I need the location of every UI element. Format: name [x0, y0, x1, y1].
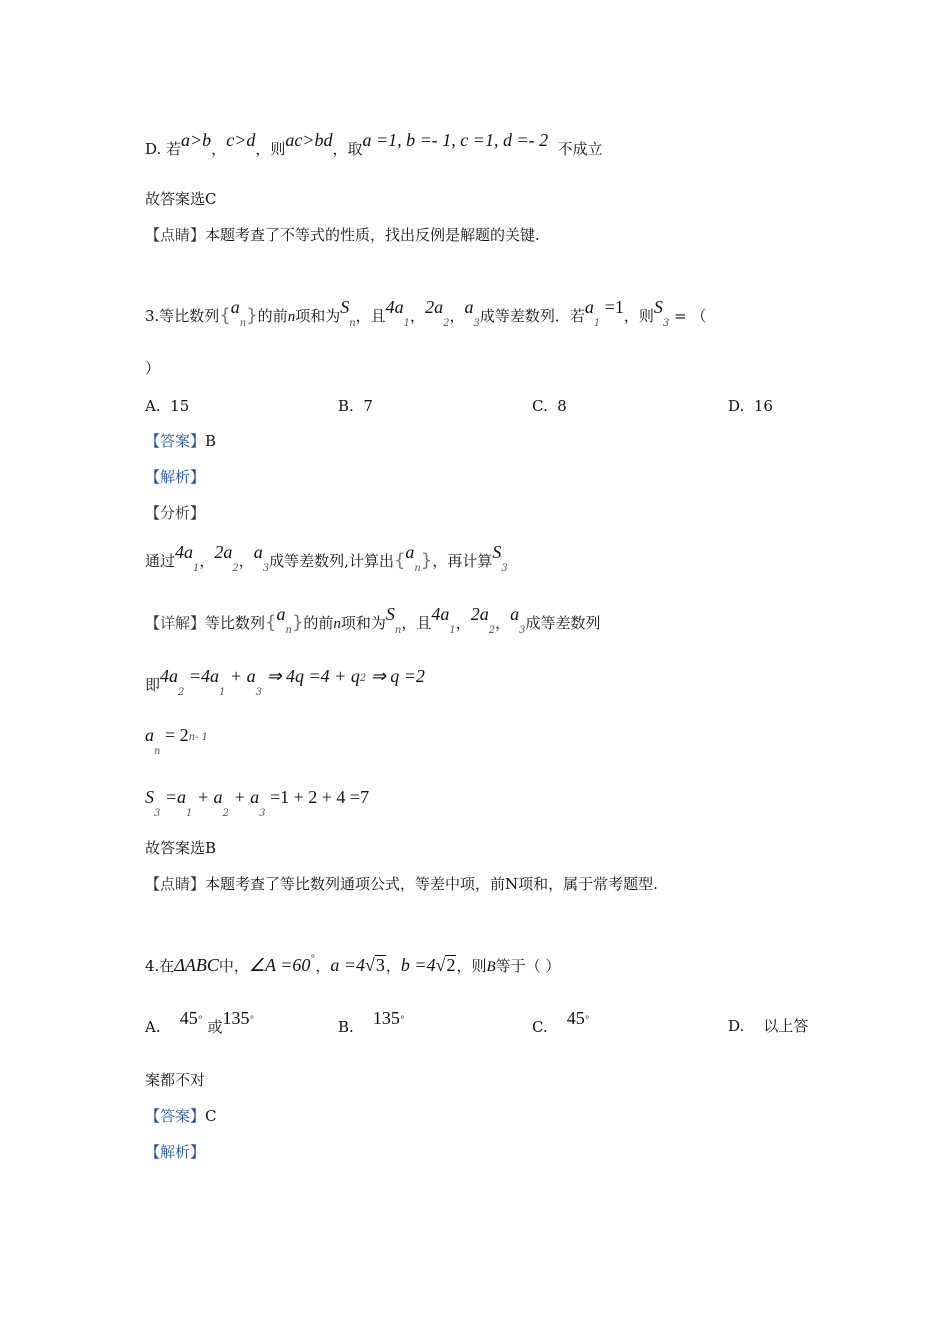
math-term: 2a — [425, 297, 444, 317]
math-sub: 3 — [519, 625, 526, 636]
math-triangle: ΔABC — [174, 955, 219, 975]
text: 通过 — [145, 552, 176, 570]
math-sub: 3 — [501, 563, 508, 574]
math-term: a — [253, 542, 263, 562]
text: 项和为 — [295, 307, 341, 325]
q3-options — [145, 396, 845, 416]
review-tag: 【点睛】 — [145, 226, 206, 244]
math-sub: 1 — [186, 808, 193, 819]
math-sub: 1 — [193, 563, 200, 574]
math: ⇒ q =2 — [366, 666, 425, 686]
question-3-close: ） — [145, 359, 161, 377]
step-1 — [145, 666, 425, 698]
text: 的前 — [257, 307, 288, 325]
text: 中， — [218, 957, 249, 975]
question-3 — [145, 297, 707, 329]
sqrt-sign: √ — [365, 955, 375, 975]
separator: ， — [238, 552, 254, 570]
math-S: S — [653, 297, 663, 317]
text: 成等差数列,计算出 — [269, 552, 394, 570]
text: ，且 — [401, 614, 432, 632]
text: 成等差数列 — [525, 614, 601, 632]
math: 4a — [160, 666, 179, 686]
sqrt-radicand: 2 — [446, 955, 456, 975]
answer-line-q4 — [145, 1106, 217, 1126]
brace-open: { — [393, 550, 406, 571]
review-text: 本题考查了不等式的性质，找出反例是解题的关键. — [205, 226, 540, 244]
separator: ， — [385, 957, 401, 975]
math: a =4 — [330, 955, 366, 975]
separator: ， — [455, 614, 471, 632]
math: + a — [225, 666, 256, 686]
math: S — [145, 787, 154, 807]
math-sub: n — [349, 318, 356, 329]
q4-options — [145, 1008, 845, 1038]
separator: ， — [495, 614, 511, 632]
math-S: S — [385, 604, 395, 624]
math-sub: 3 — [473, 318, 480, 329]
text: ，且 — [355, 307, 386, 325]
q3-option-d[interactable] — [728, 396, 773, 416]
math-term: a — [584, 297, 594, 317]
sqrt-sign: √ — [435, 955, 446, 975]
q4-option-d-continued: 案都不对 — [145, 1071, 206, 1089]
answer-value: B — [205, 432, 217, 450]
option-label: B. — [338, 397, 354, 415]
answer-value: C — [205, 1107, 217, 1125]
math: =a — [160, 787, 187, 807]
math-condition-1: a>b — [181, 130, 212, 150]
text: ，则 — [456, 957, 487, 975]
math-seq: a — [230, 297, 240, 317]
text: 等于（ ） — [495, 957, 561, 975]
text: = （ — [669, 307, 707, 325]
math: + a — [192, 787, 223, 807]
brace-open: { — [219, 305, 231, 326]
fenxi-line — [145, 542, 508, 574]
math-sub: 2 — [232, 563, 239, 574]
math-n: n — [287, 309, 296, 325]
analysis-tag-q4: 【解析】 — [145, 1143, 206, 1161]
math-sub: 3 — [662, 318, 670, 329]
separator: ， — [199, 552, 215, 570]
math-sup: 2 — [359, 673, 367, 684]
fenxi-tag: 【分析】 — [145, 504, 206, 522]
math-sub: n — [285, 625, 292, 636]
math-value: =1 — [600, 297, 624, 317]
option-d-tail: 不成立 — [557, 140, 603, 158]
option-value: 15 — [170, 397, 190, 415]
step-2 — [145, 725, 208, 757]
math-term: 4a — [431, 604, 450, 624]
option-label: C. — [532, 1018, 548, 1036]
math: + a — [228, 787, 260, 807]
option-value: 45 — [566, 1008, 585, 1028]
answer-line-q3 — [145, 431, 216, 451]
option-text: 或 — [207, 1018, 223, 1036]
review-line-q3 — [145, 874, 658, 894]
math-term: a — [464, 297, 474, 317]
math-sub: 2 — [488, 625, 496, 636]
math: =1 + 2 + 4 =7 — [265, 787, 370, 807]
brace-close: } — [291, 612, 304, 633]
math-term: 2a — [214, 542, 233, 562]
math-seq: a — [405, 542, 415, 562]
math-sub: n — [394, 625, 402, 636]
math-sub: 2 — [443, 318, 450, 329]
separator: ，取 — [332, 140, 363, 158]
math-condition-2: c>d — [226, 130, 256, 150]
math-sub: 3 — [262, 563, 270, 574]
degree-mark: ° — [310, 954, 316, 965]
math-sub: 3 — [255, 687, 262, 698]
option-value: 16 — [753, 397, 773, 415]
math: = 2 — [160, 725, 189, 745]
separator: ， — [211, 140, 227, 158]
math: =4a — [184, 666, 220, 686]
option-label: D. — [728, 397, 745, 415]
detail-tag: 【详解】 — [145, 614, 206, 632]
math-S: S — [340, 297, 350, 317]
option-label: A. — [145, 397, 161, 415]
math-sub: 1 — [403, 318, 411, 329]
analysis-tag-q3: 【解析】 — [145, 468, 206, 486]
option-label: A. — [145, 1018, 161, 1036]
math-S: S — [492, 542, 502, 562]
step-3 — [145, 787, 370, 819]
math-term: 4a — [385, 297, 404, 317]
q3-option-a[interactable] — [145, 396, 189, 416]
math-B: B — [486, 959, 496, 975]
math-sub: n — [239, 318, 247, 329]
math-angle: ∠A =60 — [248, 955, 311, 975]
math-seq: a — [276, 604, 286, 624]
q4-option-d[interactable] — [728, 1016, 808, 1036]
separator: ，则 — [255, 140, 286, 158]
separator: ， — [315, 957, 331, 975]
math: b =4 — [400, 955, 436, 975]
question-number: 4.在 — [145, 957, 175, 975]
option-value: 8 — [557, 397, 567, 415]
separator: ， — [410, 307, 426, 325]
math-term: 4a — [175, 542, 194, 562]
math-sub: 3 — [154, 808, 161, 819]
math-sub: 1 — [219, 687, 226, 698]
text: 成等差数列．若 — [479, 307, 585, 325]
question-4 — [145, 955, 560, 979]
review-tag: 【点睛】 — [145, 875, 206, 893]
sqrt-radicand: 3 — [375, 955, 385, 975]
q4-option-a[interactable]: A. 45° 或135° — [145, 1008, 255, 1036]
text: 等比数列 — [205, 614, 266, 632]
option-label: D. — [728, 1017, 745, 1035]
option-value: 45 — [179, 1008, 198, 1028]
text: 项和为 — [340, 614, 386, 632]
option-value: 135 — [222, 1008, 250, 1028]
math-sub: 2 — [222, 808, 229, 819]
answer-tag: 【答案】 — [145, 432, 206, 450]
option-d-label: D. 若 — [145, 140, 182, 158]
option-label: B. — [338, 1018, 354, 1036]
math-sub: n — [154, 746, 161, 757]
option-text: 以上答 — [763, 1017, 809, 1035]
math-sub: 3 — [259, 808, 266, 819]
math-counterexample: a =1, b =- 1, c =1, d =- 2 — [362, 130, 549, 150]
math-sub: n — [414, 563, 421, 574]
option-d-line — [145, 130, 603, 159]
answer-tag: 【答案】 — [145, 1107, 206, 1125]
question-number: 3.等比数列 — [145, 307, 220, 325]
q3-option-b[interactable] — [338, 396, 373, 416]
option-label: C. — [532, 397, 548, 415]
q4-option-b[interactable]: B. 135° — [338, 1008, 405, 1036]
q3-option-c[interactable] — [532, 396, 567, 416]
option-value: 135 — [372, 1008, 400, 1028]
text: ，则 — [623, 307, 654, 325]
math-term: a — [510, 604, 520, 624]
brace-open: { — [265, 612, 277, 633]
math-sub: 1 — [449, 625, 456, 636]
option-value: 7 — [363, 397, 373, 415]
brace-close: } — [420, 550, 433, 571]
text: ，再计算 — [432, 552, 493, 570]
math: ⇒ 4q =4 + q — [261, 666, 360, 686]
math-sub: 2 — [178, 687, 185, 698]
math-n: n — [333, 616, 341, 632]
math-term: 2a — [470, 604, 489, 624]
separator: ， — [449, 307, 465, 325]
review-text: 本题考查了等比数列通项公式，等差中项，前N项和，属于常考题型. — [205, 875, 658, 893]
math-sup: n- 1 — [188, 732, 208, 743]
answer-line-q2: 故答案选C — [145, 190, 217, 208]
detail-line — [145, 604, 601, 636]
math: a — [145, 725, 154, 745]
math-conclusion: ac>bd — [285, 130, 333, 150]
brace-close: } — [246, 305, 258, 326]
text: 的前 — [303, 614, 334, 632]
q4-option-c[interactable]: C. 45° — [532, 1008, 590, 1036]
review-line-q2 — [145, 225, 540, 245]
answer-line-q3-final: 故答案选B — [145, 839, 217, 857]
text: 即 — [145, 676, 161, 694]
math-sub: 1 — [593, 318, 601, 329]
